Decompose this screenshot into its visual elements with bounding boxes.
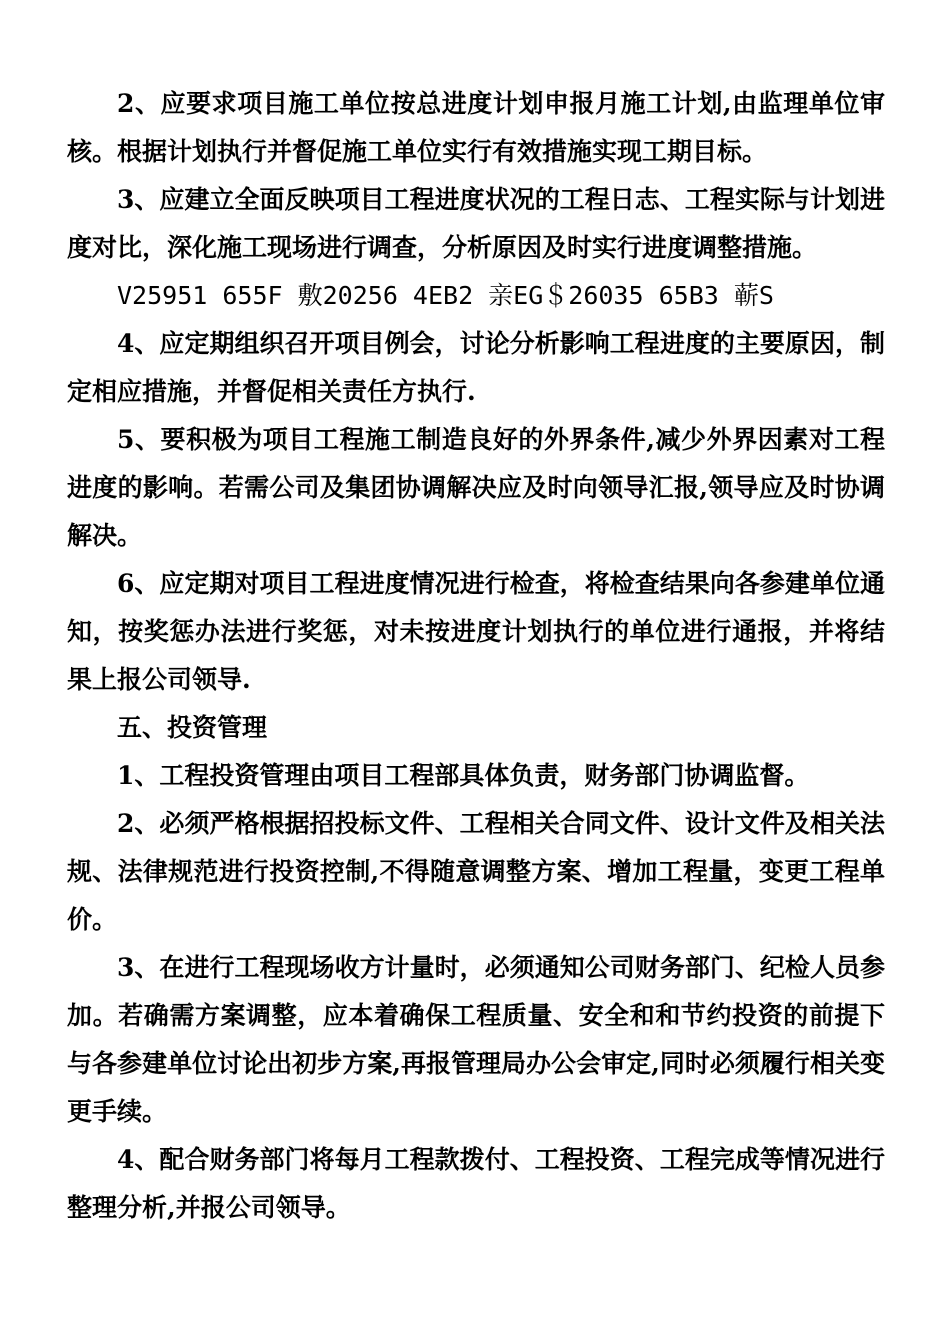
paragraph-progress-2: 2、应要求项目施工单位按总进度计划申报月施工计划,由监理单位审核。根据计划执行并督促施工单位实行有效措施实现工期目标。: [67, 89, 885, 166]
section-heading-investment: 五、投资管理: [117, 713, 268, 742]
paragraph-investment-2: 2、必须严格根据招投标文件、工程相关合同文件、设计文件及相关法规、法律规范进行投资控制,不得随意调整方案、增加工程量，变更工程单价。: [67, 809, 885, 934]
paragraph-progress-6: 6、应定期对项目工程进度情况进行检查，将检查结果向各参建单位通知，按奖惩办法进行奖惩，对未按进度计划执行的单位进行通报，并将结果上报公司领导.: [67, 569, 885, 694]
paragraph-investment-1: 1、工程投资管理由项目工程部具体负责，财务部门协调监督。: [117, 761, 810, 790]
paragraph-progress-5: 5、要积极为项目工程施工制造良好的外界条件,减少外界因素对工程进度的影响。若需公司及集团协调解决应及时向领导汇报,领导应及时协调解决。: [67, 425, 885, 550]
paragraph-investment-4: 4、配合财务部门将每月工程款拨付、工程投资、工程完成等情况进行整理分析,并报公司领导。: [67, 1145, 885, 1222]
paragraph-investment-3: 3、在进行工程现场收方计量时，必须通知公司财务部门、纪检人员参加。若确需方案调整，应本着确保工程质量、安全和和节约投资的前提下与各参建单位讨论出初步方案,再报管理局办公会审定,同时必须履行相关变更手续。: [67, 953, 885, 1126]
document-body: [67, 80, 885, 1232]
paragraph-progress-4: 4、应定期组织召开项目例会，讨论分析影响工程进度的主要原因，制定相应措施，并督促相关责任方执行.: [67, 329, 885, 406]
paragraph-progress-3: 3、应建立全面反映项目工程进度状况的工程日志、工程实际与计划进度对比，深化施工现场进行调查，分析原因及时实行进度调整措施。: [67, 185, 885, 262]
paragraph-encoded-text: V25951 655F 敷20256 4EB2 亲EG＄26035 65B3 蕲S: [117, 281, 774, 310]
